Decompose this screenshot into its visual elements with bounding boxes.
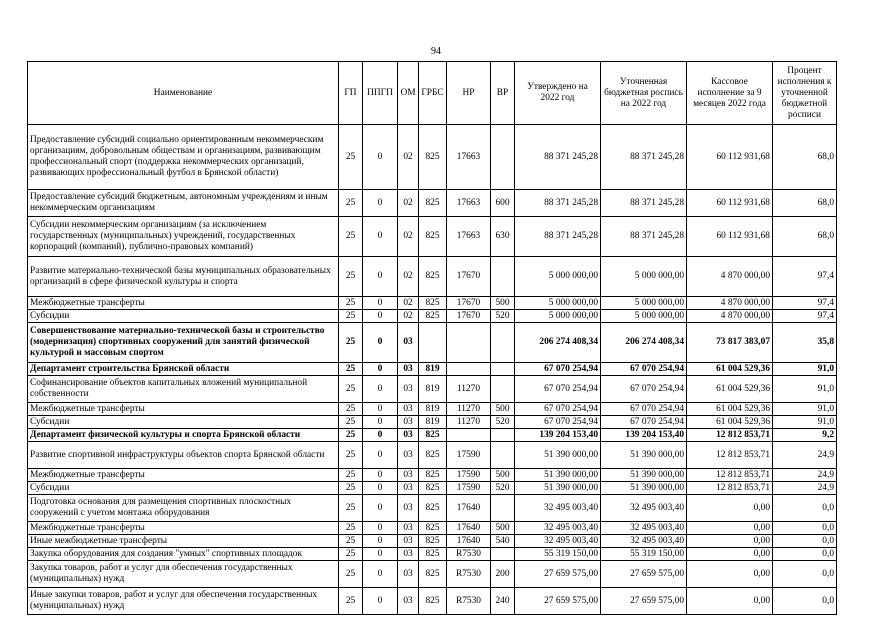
row-approved: 88 371 245,28: [515, 125, 601, 190]
row-grbs: 825: [419, 442, 447, 469]
row-om: 02: [398, 297, 419, 310]
row-cash: 12 812 853,71: [687, 482, 773, 495]
header-approved: Утверждено на 2022 год: [515, 62, 601, 125]
row-name: Закупка товаров, работ и услуг для обеспечения государственных (муниципальных) нужд: [28, 561, 339, 588]
row-approved: 67 070 254,94: [515, 363, 601, 376]
table-row: [28, 548, 837, 561]
row-gp: 25: [339, 310, 363, 323]
row-percent: 0,0: [773, 588, 837, 615]
row-gp: 25: [339, 125, 363, 190]
row-om: 03: [398, 482, 419, 495]
row-ppgp: 0: [363, 535, 398, 548]
row-name: Закупка оборудования для создания "умных" спортивных площадок: [28, 548, 339, 561]
row-vr: 500: [491, 403, 515, 416]
row-refined: 139 204 153,40: [601, 429, 687, 442]
row-ppgp: 0: [363, 469, 398, 482]
row-cash: 0,00: [687, 548, 773, 561]
row-percent: 9,2: [773, 429, 837, 442]
row-refined: 5 000 000,00: [601, 257, 687, 297]
row-om: 03: [398, 429, 419, 442]
row-approved: 88 371 245,28: [515, 217, 601, 257]
row-grbs: 825: [419, 535, 447, 548]
row-refined: 27 659 575,00: [601, 561, 687, 588]
row-om: 03: [398, 416, 419, 429]
row-refined: 32 495 003,40: [601, 535, 687, 548]
row-approved: 51 390 000,00: [515, 482, 601, 495]
row-cash: 60 112 931,68: [687, 190, 773, 217]
table-row: [28, 416, 837, 429]
row-gp: 25: [339, 376, 363, 403]
table-row: [28, 522, 837, 535]
row-ppgp: 0: [363, 429, 398, 442]
row-approved: 32 495 003,40: [515, 535, 601, 548]
row-np: R7530: [447, 561, 491, 588]
row-ppgp: 0: [363, 125, 398, 190]
row-approved: 206 274 408,34: [515, 323, 601, 363]
row-grbs: 819: [419, 403, 447, 416]
row-ppgp: 0: [363, 561, 398, 588]
row-refined: 51 390 000,00: [601, 469, 687, 482]
row-grbs: [419, 323, 447, 363]
row-vr: 500: [491, 522, 515, 535]
row-grbs: 825: [419, 588, 447, 615]
row-refined: 51 390 000,00: [601, 482, 687, 495]
row-approved: 5 000 000,00: [515, 297, 601, 310]
row-np: [447, 363, 491, 376]
table-row: [28, 376, 837, 403]
row-name: Межбюджетные трансферты: [28, 522, 339, 535]
header-cash: Кассовое исполнение за 9 месяцев 2022 года: [687, 62, 773, 125]
header-refined: Уточненная бюджетная роспись на 2022 год: [601, 62, 687, 125]
row-percent: 68,0: [773, 190, 837, 217]
row-percent: 0,0: [773, 495, 837, 522]
row-percent: 97,4: [773, 310, 837, 323]
row-grbs: 819: [419, 376, 447, 403]
row-np: 11270: [447, 416, 491, 429]
table-row: [28, 482, 837, 495]
row-vr: 200: [491, 561, 515, 588]
row-gp: 25: [339, 297, 363, 310]
header-om: ОМ: [398, 62, 419, 125]
header-ppgp: ППГП: [363, 62, 398, 125]
row-gp: 25: [339, 323, 363, 363]
row-percent: 0,0: [773, 522, 837, 535]
row-refined: 67 070 254,94: [601, 403, 687, 416]
row-name: Межбюджетные трансферты: [28, 297, 339, 310]
table-row: [28, 588, 837, 615]
row-om: 03: [398, 535, 419, 548]
row-ppgp: 0: [363, 363, 398, 376]
row-np: [447, 429, 491, 442]
table-row: [28, 257, 837, 297]
row-vr: [491, 125, 515, 190]
row-ppgp: 0: [363, 416, 398, 429]
row-name: Предоставление субсидий бюджетным, автономным учреждениям и иным некоммерческим организациям: [28, 190, 339, 217]
row-vr: [491, 363, 515, 376]
table-row: [28, 217, 837, 257]
row-percent: 97,4: [773, 257, 837, 297]
row-om: 03: [398, 522, 419, 535]
row-gp: 25: [339, 469, 363, 482]
row-om: 02: [398, 310, 419, 323]
table-header-row: [28, 62, 837, 125]
row-cash: 4 870 000,00: [687, 257, 773, 297]
row-approved: 139 204 153,40: [515, 429, 601, 442]
row-percent: 91,0: [773, 376, 837, 403]
row-grbs: 819: [419, 363, 447, 376]
row-refined: 67 070 254,94: [601, 376, 687, 403]
table-row: [28, 469, 837, 482]
table-row: [28, 125, 837, 190]
row-np: 11270: [447, 376, 491, 403]
row-vr: 520: [491, 416, 515, 429]
row-cash: 12 812 853,71: [687, 429, 773, 442]
row-grbs: 819: [419, 416, 447, 429]
row-om: 02: [398, 125, 419, 190]
row-grbs: 825: [419, 429, 447, 442]
row-refined: 5 000 000,00: [601, 310, 687, 323]
row-om: 03: [398, 495, 419, 522]
row-cash: 12 812 853,71: [687, 442, 773, 469]
row-gp: 25: [339, 588, 363, 615]
row-name: Субсидии некоммерческим организациям (за исключением государственных (муниципальных) учреждений, государственных корпораций (компаний), публично-правовых компаний): [28, 217, 339, 257]
row-name: Развитие материально-технической базы муниципальных образовательных организаций в сфере физической культуры и спорта: [28, 257, 339, 297]
row-vr: [491, 548, 515, 561]
row-om: 03: [398, 403, 419, 416]
row-refined: 55 319 150,00: [601, 548, 687, 561]
row-approved: 27 659 575,00: [515, 561, 601, 588]
row-approved: 32 495 003,40: [515, 495, 601, 522]
row-refined: 88 371 245,28: [601, 125, 687, 190]
row-np: 17590: [447, 469, 491, 482]
row-name: Субсидии: [28, 482, 339, 495]
table-row: [28, 190, 837, 217]
row-vr: 500: [491, 297, 515, 310]
header-name: Наименование: [28, 62, 339, 125]
table-row: [28, 429, 837, 442]
row-gp: 25: [339, 482, 363, 495]
row-ppgp: 0: [363, 217, 398, 257]
row-np: 17663: [447, 217, 491, 257]
row-cash: 0,00: [687, 495, 773, 522]
row-approved: 67 070 254,94: [515, 403, 601, 416]
row-ppgp: 0: [363, 297, 398, 310]
row-vr: 540: [491, 535, 515, 548]
row-name: Субсидии: [28, 416, 339, 429]
row-ppgp: 0: [363, 522, 398, 535]
row-np: 11270: [447, 403, 491, 416]
row-ppgp: 0: [363, 588, 398, 615]
row-ppgp: 0: [363, 442, 398, 469]
row-om: 02: [398, 217, 419, 257]
header-grbs: ГРБС: [419, 62, 447, 125]
row-approved: 5 000 000,00: [515, 310, 601, 323]
row-gp: 25: [339, 429, 363, 442]
row-np: 17640: [447, 535, 491, 548]
table-row: [28, 363, 837, 376]
row-vr: 240: [491, 588, 515, 615]
row-percent: 0,0: [773, 535, 837, 548]
row-name: Межбюджетные трансферты: [28, 469, 339, 482]
row-np: 17663: [447, 190, 491, 217]
row-cash: 12 812 853,71: [687, 469, 773, 482]
row-om: 03: [398, 469, 419, 482]
row-vr: [491, 495, 515, 522]
row-name: Иные закупки товаров, работ и услуг для обеспечения государственных (муниципальных) нужд: [28, 588, 339, 615]
row-ppgp: 0: [363, 323, 398, 363]
row-np: 17590: [447, 442, 491, 469]
row-ppgp: 0: [363, 548, 398, 561]
row-np: 17590: [447, 482, 491, 495]
row-gp: 25: [339, 535, 363, 548]
row-vr: [491, 442, 515, 469]
row-name: Межбюджетные трансферты: [28, 403, 339, 416]
page-number: 94: [431, 46, 441, 57]
row-refined: 67 070 254,94: [601, 416, 687, 429]
row-gp: 25: [339, 495, 363, 522]
row-grbs: 825: [419, 297, 447, 310]
row-name: Предоставление субсидий социально ориентированным некоммерческим организациям, добровольным обществам и организациям, развивающим профессиональный спорт (поддержка некоммерческих организаций, развивающих профессиональный футбол в Брянской области): [28, 125, 339, 190]
row-cash: 4 870 000,00: [687, 297, 773, 310]
row-approved: 51 390 000,00: [515, 442, 601, 469]
row-refined: 32 495 003,40: [601, 495, 687, 522]
row-cash: 61 004 529,36: [687, 403, 773, 416]
row-approved: 67 070 254,94: [515, 376, 601, 403]
row-refined: 88 371 245,28: [601, 190, 687, 217]
row-grbs: 825: [419, 217, 447, 257]
row-percent: 97,4: [773, 297, 837, 310]
table-row: [28, 323, 837, 363]
row-np: 17663: [447, 125, 491, 190]
row-percent: 68,0: [773, 125, 837, 190]
header-np: НР: [447, 62, 491, 125]
row-cash: 61 004 529,36: [687, 416, 773, 429]
row-refined: 88 371 245,28: [601, 217, 687, 257]
row-vr: 630: [491, 217, 515, 257]
row-gp: 25: [339, 257, 363, 297]
row-gp: 25: [339, 403, 363, 416]
row-approved: 55 319 150,00: [515, 548, 601, 561]
row-vr: [491, 429, 515, 442]
row-om: 03: [398, 561, 419, 588]
row-cash: 61 004 529,36: [687, 376, 773, 403]
row-vr: [491, 257, 515, 297]
row-grbs: 825: [419, 125, 447, 190]
row-np: R7530: [447, 588, 491, 615]
row-ppgp: 0: [363, 482, 398, 495]
row-refined: 5 000 000,00: [601, 297, 687, 310]
row-percent: 91,0: [773, 416, 837, 429]
row-percent: 24,9: [773, 442, 837, 469]
row-ppgp: 0: [363, 190, 398, 217]
row-gp: 25: [339, 190, 363, 217]
row-grbs: 825: [419, 561, 447, 588]
row-name: Софинансирование объектов капитальных вложений муниципальной собственности: [28, 376, 339, 403]
row-grbs: 825: [419, 257, 447, 297]
row-approved: 88 371 245,28: [515, 190, 601, 217]
row-percent: 68,0: [773, 217, 837, 257]
table-row: [28, 310, 837, 323]
row-vr: 500: [491, 469, 515, 482]
row-vr: 520: [491, 482, 515, 495]
row-grbs: 825: [419, 548, 447, 561]
row-om: 02: [398, 190, 419, 217]
row-cash: 60 112 931,68: [687, 217, 773, 257]
row-om: 02: [398, 257, 419, 297]
row-gp: 25: [339, 217, 363, 257]
row-name: Совершенствование материально-технической базы и строительство (модернизация) спортивных сооружений для занятий физической культурой и массовым спортом: [28, 323, 339, 363]
row-vr: [491, 376, 515, 403]
row-gp: 25: [339, 548, 363, 561]
row-np: R7530: [447, 548, 491, 561]
row-percent: 0,0: [773, 548, 837, 561]
row-om: 03: [398, 323, 419, 363]
row-ppgp: 0: [363, 310, 398, 323]
row-cash: 60 112 931,68: [687, 125, 773, 190]
row-name: Департамент физической культуры и спорта Брянской области: [28, 429, 339, 442]
row-np: [447, 323, 491, 363]
row-approved: 51 390 000,00: [515, 469, 601, 482]
table-row: [28, 535, 837, 548]
table-row: [28, 495, 837, 522]
row-ppgp: 0: [363, 376, 398, 403]
row-cash: 0,00: [687, 588, 773, 615]
row-cash: 0,00: [687, 561, 773, 588]
row-cash: 4 870 000,00: [687, 310, 773, 323]
row-refined: 51 390 000,00: [601, 442, 687, 469]
row-gp: 25: [339, 561, 363, 588]
row-gp: 25: [339, 363, 363, 376]
row-gp: 25: [339, 416, 363, 429]
row-grbs: 825: [419, 469, 447, 482]
row-cash: 0,00: [687, 522, 773, 535]
row-vr: 600: [491, 190, 515, 217]
row-vr: [491, 323, 515, 363]
row-np: 17670: [447, 257, 491, 297]
row-vr: 520: [491, 310, 515, 323]
row-refined: 27 659 575,00: [601, 588, 687, 615]
row-approved: 67 070 254,94: [515, 416, 601, 429]
row-refined: 67 070 254,94: [601, 363, 687, 376]
table-row: [28, 403, 837, 416]
row-np: 17640: [447, 522, 491, 535]
row-np: 17670: [447, 297, 491, 310]
row-percent: 24,9: [773, 482, 837, 495]
row-cash: 73 817 383,07: [687, 323, 773, 363]
row-om: 03: [398, 442, 419, 469]
row-gp: 25: [339, 522, 363, 535]
row-ppgp: 0: [363, 403, 398, 416]
row-om: 03: [398, 363, 419, 376]
row-approved: 27 659 575,00: [515, 588, 601, 615]
row-om: 03: [398, 588, 419, 615]
row-refined: 32 495 003,40: [601, 522, 687, 535]
row-grbs: 825: [419, 190, 447, 217]
row-name: Субсидии: [28, 310, 339, 323]
row-percent: 35,8: [773, 323, 837, 363]
row-percent: 24,9: [773, 469, 837, 482]
row-name: Подготовка основания для размещения спортивных плоскостных сооружений с учетом монтажа оборудования: [28, 495, 339, 522]
row-cash: 61 004 529,36: [687, 363, 773, 376]
table-row: [28, 297, 837, 310]
row-name: Иные межбюджетные трансферты: [28, 535, 339, 548]
row-approved: 32 495 003,40: [515, 522, 601, 535]
row-grbs: 825: [419, 482, 447, 495]
table-row: [28, 442, 837, 469]
row-name: Развитие спортивной инфраструктуры объектов спорта Брянской области: [28, 442, 339, 469]
row-grbs: 825: [419, 310, 447, 323]
budget-table: [27, 61, 837, 615]
row-refined: 206 274 408,34: [601, 323, 687, 363]
row-om: 03: [398, 376, 419, 403]
row-ppgp: 0: [363, 257, 398, 297]
row-np: 17640: [447, 495, 491, 522]
table-row: [28, 561, 837, 588]
row-grbs: 825: [419, 522, 447, 535]
row-percent: 0,0: [773, 561, 837, 588]
header-vr: ВР: [491, 62, 515, 125]
row-grbs: 825: [419, 495, 447, 522]
row-cash: 0,00: [687, 535, 773, 548]
row-np: 17670: [447, 310, 491, 323]
row-approved: 5 000 000,00: [515, 257, 601, 297]
row-name: Департамент строительства Брянской области: [28, 363, 339, 376]
row-percent: 91,0: [773, 363, 837, 376]
row-gp: 25: [339, 442, 363, 469]
header-percent: Процент исполнения к уточненной бюджетной росписи: [773, 62, 837, 125]
header-gp: ГП: [339, 62, 363, 125]
row-percent: 91,0: [773, 403, 837, 416]
row-om: 03: [398, 548, 419, 561]
row-ppgp: 0: [363, 495, 398, 522]
